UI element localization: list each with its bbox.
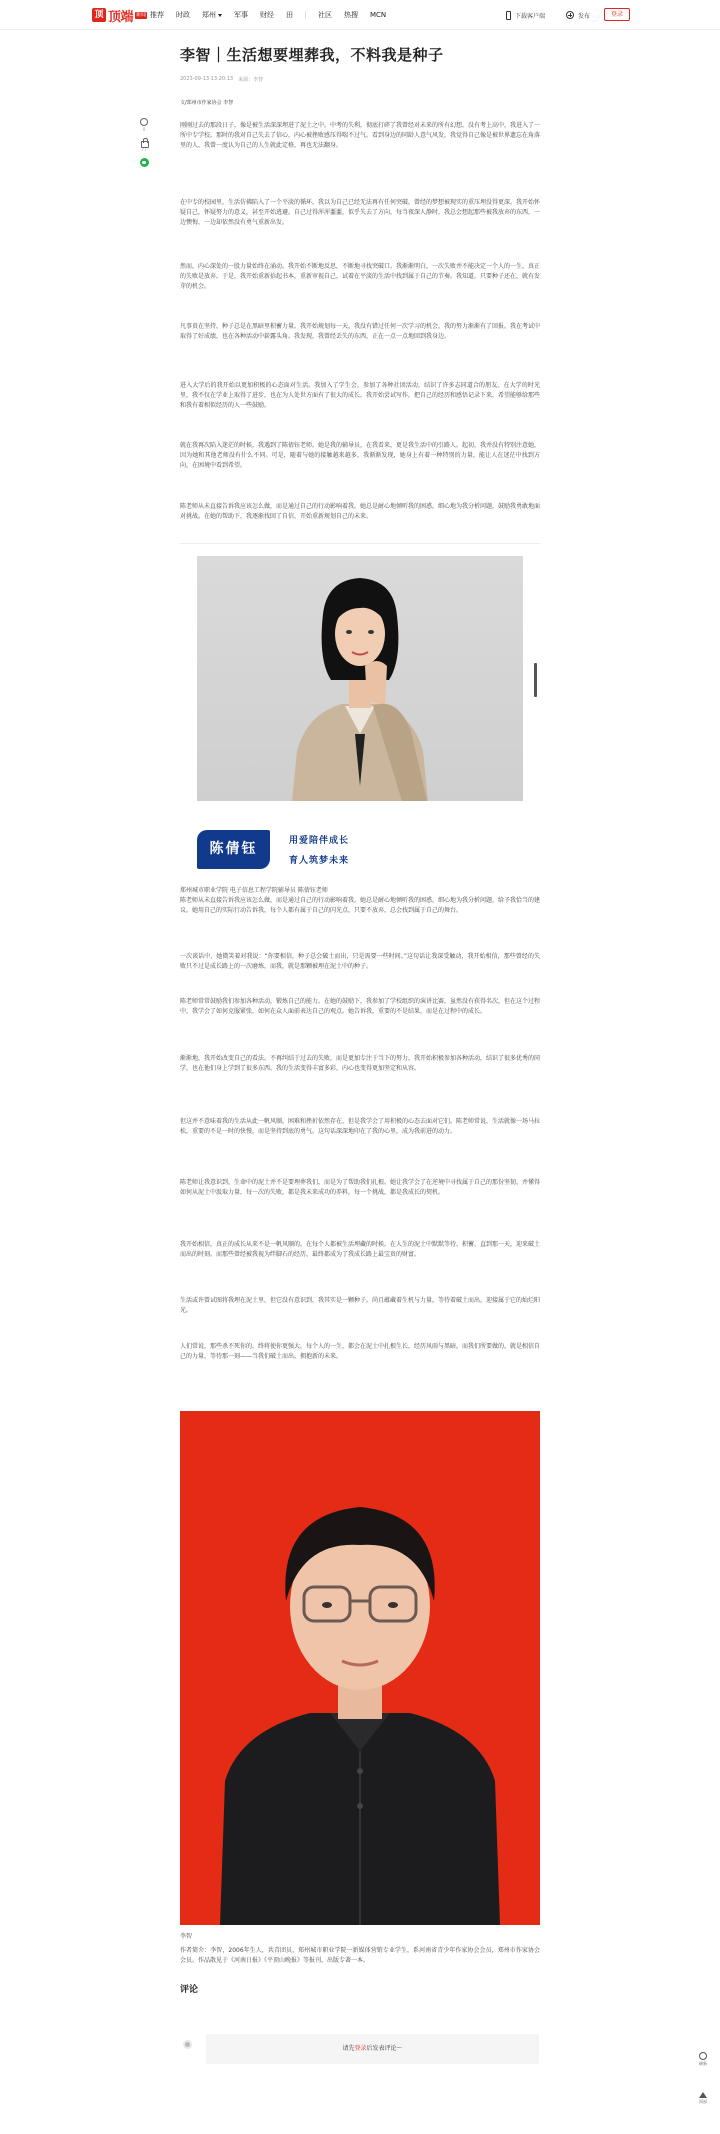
comment-count: 0 (142, 127, 146, 132)
login-button[interactable]: 登录 (604, 8, 630, 21)
paragraph-4: 凡事贵在坚持，种子总是在黑暗里积蓄力量。我开始规划每一天，我没有错过任何一次学习的机会，我的努力渐渐有了回报。我在考试中取得了好成绩，也在各种活动中崭露头角。我发现，我曾经丢失的东西，正在一点一点地回到我身边。 (180, 323, 541, 340)
arrow-up-icon (699, 2092, 707, 2098)
comment-login-link[interactable]: 登录 (354, 2045, 367, 2052)
comment-action[interactable] (134, 118, 154, 132)
paragraph-16: 人们常说，那些杀不死你的，终将使你更强大。每个人的一生，都会在泥土中扎根生长，经历风雨与黑暗，而我们所要做的，就是相信自己的力量，等待那一刻——当我们破土而出，拥抱新的未来。 (180, 1343, 541, 1360)
publish-label: 发布 (578, 12, 591, 20)
paragraph-6: 就在我再次陷入迷茫的时候，我遇到了陈倩钰老师。她是我的辅导员，在我看来，更是我生活中的引路人。起初，我并没有特别注意她，因为她和其他老师没有什么不同。可是，随着与她的接触越来越多，我渐渐发现，她身上有着一种特别的力量，能让人在迷茫中找到方向，在困境中看到希望。 (180, 442, 541, 469)
wechat-icon (140, 158, 149, 167)
article-source: 来源：李智 (238, 77, 264, 83)
author-line: 文/郑州市作家协会 李智 (180, 100, 234, 106)
comment-icon (140, 118, 148, 126)
comment-prompt-prefix: 请先 (342, 2045, 355, 2052)
teacher-name-card (197, 826, 357, 872)
author-name: 李智 (180, 1933, 193, 1940)
thumbs-up-icon (140, 138, 148, 146)
teacher-caption: 郑州城市职业学院 电子信息工程学院辅导员 陈倩钰老师 (180, 887, 328, 894)
publish-date: 2023-09-13 13:20:13 (180, 76, 234, 82)
like-count: 77 (141, 147, 147, 152)
nav-community[interactable]: 社区 (318, 11, 332, 19)
nav-hot-search[interactable]: 热搜 (344, 11, 358, 19)
nav-finance[interactable]: 财经 (260, 11, 274, 19)
article-title: 李智｜生活想要埋葬我，不料我是种子 (180, 46, 444, 64)
like-action[interactable] (134, 138, 154, 152)
nav-zhengzhou[interactable] (202, 10, 222, 20)
logo-badge: 新闻 (136, 11, 147, 18)
author-portrait-photo (180, 1411, 540, 1925)
chevron-down-icon (218, 14, 222, 17)
logo-mark-icon: 顶 (92, 8, 106, 22)
logo-text: 顶端 (108, 9, 134, 25)
refresh-label: 刷新 (699, 2061, 707, 2066)
site-logo[interactable] (92, 7, 147, 23)
divider (180, 543, 540, 544)
paragraph-11: 渐渐地，我开始改变自己的看法。不再纠结于过去的失败，而是更加专注于当下的努力。我开始积极参加各种活动，结识了很多优秀的同学，也在他们身上学到了很多东西。我的生活变得丰富多彩，内心也变得更加坚定和从容。 (180, 1055, 541, 1072)
publish-plus-icon (566, 11, 574, 19)
paragraph-15: 生活或许曾试图将我埋在泥土里，但它没有意识到，我其实是一颗种子。尚且蕴藏着生机与力量，等待着破土而出，迎接属于它的灿烂阳光。 (180, 1297, 541, 1314)
author-bio: 作者简介：李智，2006年生人，共青团员，郑州城市职业学院一新媒体营销专业学生，系河南省青少年作家协会会员，郑州市作家协会会员。作品散见于《河南日报》《平顶山晚报》等报刊，出版专著一本。 (180, 1947, 540, 1964)
nav-politics[interactable]: 时政 (176, 11, 190, 19)
teacher-portrait-photo (197, 556, 523, 801)
refresh-button[interactable] (694, 2052, 712, 2067)
article-action-bar (134, 118, 154, 173)
paragraph-9: 一次谈话中，她微笑着对我说：“你要相信，种子总会破土而出，只是需要一些时间。”这句话让我深受触动，我开始相信，那些曾经的失败只不过是成长路上的一次磨炼，而我，就是那颗被埋在泥土中的种子。 (180, 953, 540, 970)
comment-input-box[interactable] (206, 2034, 539, 2064)
user-avatar (183, 2040, 192, 2049)
article-meta (180, 76, 268, 83)
nav-recommend[interactable]: 推荐 (150, 11, 164, 19)
paragraph-5: 进入大学后的我开始以更加积极的心态面对生活。我加入了学生会，参加了各种社团活动，结识了许多志同道合的朋友。在大学的时光里，我不仅在学业上取得了进步，也在为人处世方面有了很大的成长。我开始尝试写作，把自己的经历和感悟记录下来，希望能够给那些和我有着相似经历的人一些鼓励。 (180, 382, 541, 409)
teacher-portrait-illustration (197, 556, 523, 801)
nav-zhengzhou-label: 郑州 (202, 11, 216, 19)
main-nav (150, 0, 398, 30)
back-to-top-label: 顶部 (699, 2099, 707, 2104)
paragraph-12: 但这并不意味着我的生活从此一帆风顺。困难和挫折依然存在，但是我学会了用积极的心态去面对它们。陈老师常说，生活就像一场马拉松，重要的不是一时的快慢，而是坚持到底的勇气。这句话深深地印在了我的心里，成为我前进的动力。 (180, 1118, 541, 1135)
refresh-icon (699, 2052, 707, 2060)
paragraph-3: 然而，内心深处的一股力量始终在涌动。我开始不断地反思，不断地寻找突破口。我渐渐明白，一次失败并不能决定一个人的一生，真正的失败是放弃。于是，我开始重新拾起书本，重新审视自己，试着在平淡的生活中找到属于自己的节奏。我知道，只要种子还在，就有发芽的机会。 (180, 263, 541, 290)
wechat-share-action[interactable] (134, 158, 154, 167)
back-to-top-button[interactable] (694, 2092, 712, 2105)
paragraph-13: 陈老师让我意识到，生命中的泥土并不是要埋葬我们，而是为了帮助我们扎根。她让我学会了在逆境中寻找属于自己的那份坚韧，并懂得如何从泥土中汲取力量，每一次的失败，都是我未来成功的养料，每一个挑战，都是我成长的契机。 (180, 1179, 541, 1196)
media-scroll-indicator[interactable] (534, 663, 537, 697)
download-app-link[interactable] (506, 0, 545, 30)
paragraph-7: 陈老师从未直接告诉我应该怎么做，而是通过自己的行动影响着我。她总是耐心地倾听我的困惑，细心地为我分析问题，鼓励我勇敢地面对挑战。在她的帮助下，我逐渐找回了自信，开始重新规划自己的未来。 (180, 503, 541, 520)
download-app-label: 下载客户端 (515, 12, 546, 20)
nav-military[interactable]: 军事 (234, 11, 248, 19)
nav-divider (305, 11, 306, 19)
slogan-line-2: 育人筑梦未来 (289, 856, 350, 866)
comment-prompt-suffix: 后发表评论～ (366, 2045, 403, 2052)
comments-heading: 评论 (180, 1985, 199, 1995)
paragraph-2: 在中专的校园里，生活仿佛陷入了一个平淡的循环。我以为自己已经无法再有任何突破，曾经的梦想被现实的重压埋没得更深。我开始怀疑自己，怀疑努力的意义，甚至开始逃避。自己过得浑浑噩噩，似乎失去了方向，每当夜深人静时，我总会想起那些被我放弃的东西，一边懊悔，一边却依然没有勇气重新出发。 (180, 199, 541, 226)
nav-mcn[interactable]: MCN (370, 11, 387, 19)
top-navigation-bar (0, 0, 720, 30)
nav-more[interactable]: 田 (286, 11, 293, 19)
paragraph-8: 陈老师从未直接告诉我应该怎么做，而是通过自己的行动影响着我。她总是耐心地倾听我的困惑，细心地为我分析问题，给予我恰当的建议。她用自己的实际行动告诉我，每个人都有属于自己的闪光点，只要不放弃，总会找到属于自己的舞台。 (180, 897, 541, 914)
paragraph-1: 刚刚过去的那段日子，像是被生活深深埋进了泥土之中。中考的失利，彻底打碎了我曾经对未来的所有幻想。没有考上高中，我进入了一所中专学校。那时的我对自己失去了信心，内心被挫败感压得喘不过气。看到身边的同龄人意气风发，我觉得自己像是被世界遗忘在角落里的人，我曾一度认为自己的人生就此定格，再也无法翻身。 (180, 122, 541, 149)
teacher-name: 陈倩钰 (197, 830, 270, 869)
paragraph-14: 我开始相信，真正的成长从来不是一帆风顺的。在每个人都被生活埋藏的时候，在人生的泥土中默默等待、积蓄、直到那一天，迎来破土而出的时刻。而那些曾经被我视为绊脚石的经历，最终都成为了我成长路上最宝贵的财富。 (180, 1241, 541, 1258)
phone-icon (506, 11, 511, 20)
author-portrait-illustration (180, 1411, 540, 1925)
slogan-line-1: 用爱陪伴成长 (289, 836, 350, 846)
paragraph-10: 陈老师常常鼓励我们参加各种活动，锻炼自己的能力。在她的鼓励下，我参加了学校组织的演讲比赛，虽然没有获得名次，但在这个过程中，我学会了如何克服紧张，如何在众人面前表达自己的观点。她告诉我，重要的不是结果，而是在过程中的成长。 (180, 998, 541, 1015)
publish-button[interactable] (566, 0, 590, 30)
